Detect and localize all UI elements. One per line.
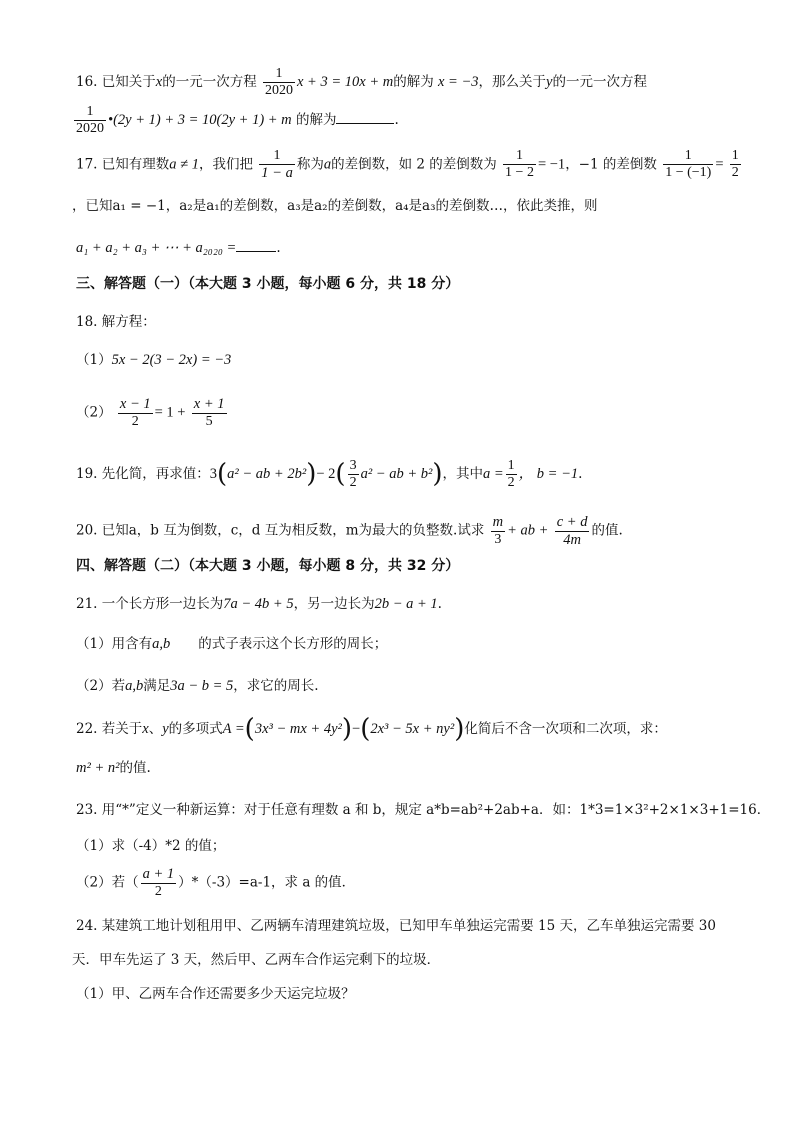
q24-line1: 24. 某建筑工地计划租用甲、乙两辆车清理建筑垃圾，已知甲车单独运完需要 15 天，乙车单独运完需要 30 <box>76 918 716 934</box>
q18-sub2: （2） $\frac{x - 1}{2}$ = 1 + $\frac{x + 1}{5}$ <box>76 396 225 429</box>
q18-sub1: （1）5x − 2(3 − 2x) = −3 <box>76 352 232 368</box>
fraction-example-neg1: $\frac{1}{1 - (-1)}$ <box>665 148 712 181</box>
q21-sub2: （2）若a,b满足3a − b = 5，求它的周长. <box>76 678 319 694</box>
fraction-3-2: $\frac{3}{2}$ <box>349 458 357 491</box>
fraction-one-half: $\frac{1}{2}$ <box>731 148 739 181</box>
fraction-1-2020: $\frac{1}{2020}$ <box>265 66 293 99</box>
q21-sub1: （1）用含有a,b 的式子表示这个长方形的周长； <box>76 636 388 652</box>
answer-blank[interactable] <box>336 123 394 124</box>
fraction-x-plus-1: $\frac{x + 1}{5}$ <box>193 396 225 429</box>
q23-sub1: （1）求（-4）*2 的值； <box>76 838 226 854</box>
q19-line: 19. 先化简，再求值：3(a² − ab + 2b²)− 2( $\frac{3}{2}$ a² − ab + b²)，其中a = $\frac{1}{2}$ ， b = −1. <box>76 458 583 491</box>
section-4-heading: 四、解答题（二）（本大题 3 小题，每小题 8 分，共 32 分） <box>76 558 460 574</box>
q22-line1: 22. 若关于x、y的多项式A =(3x³ − mx + 4y²)−(2x³ − 5x + ny²)化简后不含一次项和二次项，求： <box>76 714 667 744</box>
equation-1: x + 3 = 10x + m <box>297 74 394 91</box>
solution: x = −3 <box>438 74 479 91</box>
fraction-m-3: $\frac{m}{3}$ <box>492 514 504 547</box>
q17-line3: a₁ + a₂ + a₃ + ⋯ + a₂₀₂₀ = . <box>76 240 281 256</box>
answer-blank-17[interactable] <box>236 251 276 252</box>
q16-line2: $\frac{1}{2020}$ •(2y + 1) + 3 = 10(2y + 1) + m 的解为 . <box>76 104 399 137</box>
fraction-1-2020-b: $\frac{1}{2020}$ <box>76 104 104 137</box>
q17-line1: 17. 已知有理数a ≠ 1，我们把 $\frac{1}{1 - a}$ 称为a的差倒数，如 2 的差倒数为 $\frac{1}{1 - 2}$ = −1，−1 的差倒数 $\frac{1}{1 - (-1)}$ = $\frac{1}{2}$ <box>76 148 739 182</box>
q20-line: 20. 已知a，b 互为倒数，c，d 互为相反数，m为最大的负整数.试求 $\frac{m}{3}$ + ab + $\frac{c + d}{4m}$ 的值. <box>76 514 623 548</box>
sum-expression: a₁ + a₂ + a₃ + ⋯ + a₂₀₂₀ = <box>76 240 237 256</box>
q22-line2: m² + n²的值. <box>76 760 151 776</box>
q16-line1: 16. 已知关于x的一元一次方程 $\frac{1}{2020}$ x + 3 = 10x + m的解为 x = −3，那么关于y的一元一次方程 <box>76 66 647 99</box>
q24-line2: 天．甲车先运了 3 天，然后甲、乙两车合作运完剩下的垃圾． <box>72 952 441 968</box>
var-x: x <box>155 74 163 91</box>
var-y: y <box>546 74 553 91</box>
q24-sub1: （1）甲、乙两车合作还需要多少天运完垃圾？ <box>76 986 355 1002</box>
fraction-x-minus-1: $\frac{x - 1}{2}$ <box>119 396 151 429</box>
fraction-reciprocal-diff: $\frac{1}{1 - a}$ <box>261 148 293 182</box>
equation-2: •(2y + 1) + 3 = 10(2y + 1) + m <box>108 112 292 129</box>
fraction-a-value: $\frac{1}{2}$ <box>507 458 515 491</box>
q18-title: 18. 解方程： <box>76 314 156 330</box>
q23-sub2: （2）若（ $\frac{a + 1}{2}$ ）*（-3）=a-1，求 a 的值． <box>76 866 356 899</box>
fraction-a-plus-1: $\frac{a + 1}{2}$ <box>142 866 175 899</box>
q23-line: 23. 用“*”定义一种新运算：对于任意有理数 a 和 b，规定 a*b=ab²+2ab+a．如：1*3=1×3²+2×1×3+1=16． <box>76 802 771 818</box>
q17-line2: ，已知a₁ = −1，a₂是a₁的差倒数，a₃是a₂的差倒数，a₄是a₃的差倒数…，依此类推，则 <box>72 198 598 214</box>
fraction-cd-4m: $\frac{c + d}{4m}$ <box>556 514 588 548</box>
fraction-example-2: $\frac{1}{1 - 2}$ <box>505 148 534 181</box>
q21-line: 21. 一个长方形一边长为7a − 4b + 5，另一边长为2b − a + 1. <box>76 596 442 612</box>
section-3-heading: 三、解答题（一）（本大题 3 小题，每小题 6 分，共 18 分） <box>76 276 460 292</box>
